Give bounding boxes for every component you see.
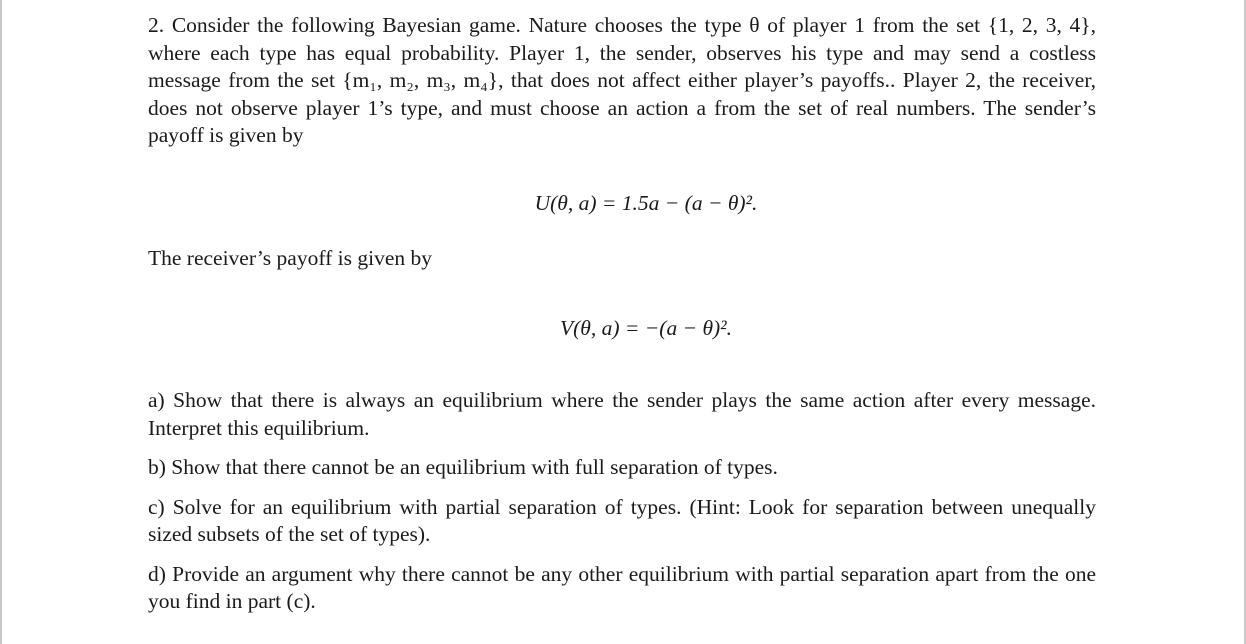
receiver-payoff-equation: V(θ, a) = −(a − θ)². [560,315,732,340]
receiver-payoff-label: The receiver’s payoff is given by [148,246,432,270]
question-part-d: d) Provide an argument why there cannot be any other equilibrium with partial separation apart from the one you find in part (c). [148,561,1096,613]
sender-payoff-equation: U(θ, a) = 1.5a − (a − θ)². [534,190,758,215]
question-part-b: b) Show that there cannot be an equilibrium with full separation of types. [148,455,778,479]
problem-intro: 2. Consider the following Bayesian game. Nature chooses the type θ of player 1 from the set {1, 2, 3, 4}, where each type has equal probability. Player 1, the sender, observes his type and may send a costless message from the set {m₁, m₂, m₃, m₄}, that does not affect either player’s payoffs.. Player 2, the receiver, does not observe player 1’s type, and must choose an action a from the set of real numbers. The sender’s payoff is given by [148,13,1096,147]
question-part-c: c) Solve for an equilibrium with partial separation of types. (Hint: Look for separation between unequally sized subsets of the set of types). [148,494,1096,546]
question-part-a: a) Show that there is always an equilibrium where the sender plays the same action after every message. Interpret this equilibrium. [148,388,1096,440]
problem-document [148,12,1096,616]
page-border-left [0,0,2,644]
